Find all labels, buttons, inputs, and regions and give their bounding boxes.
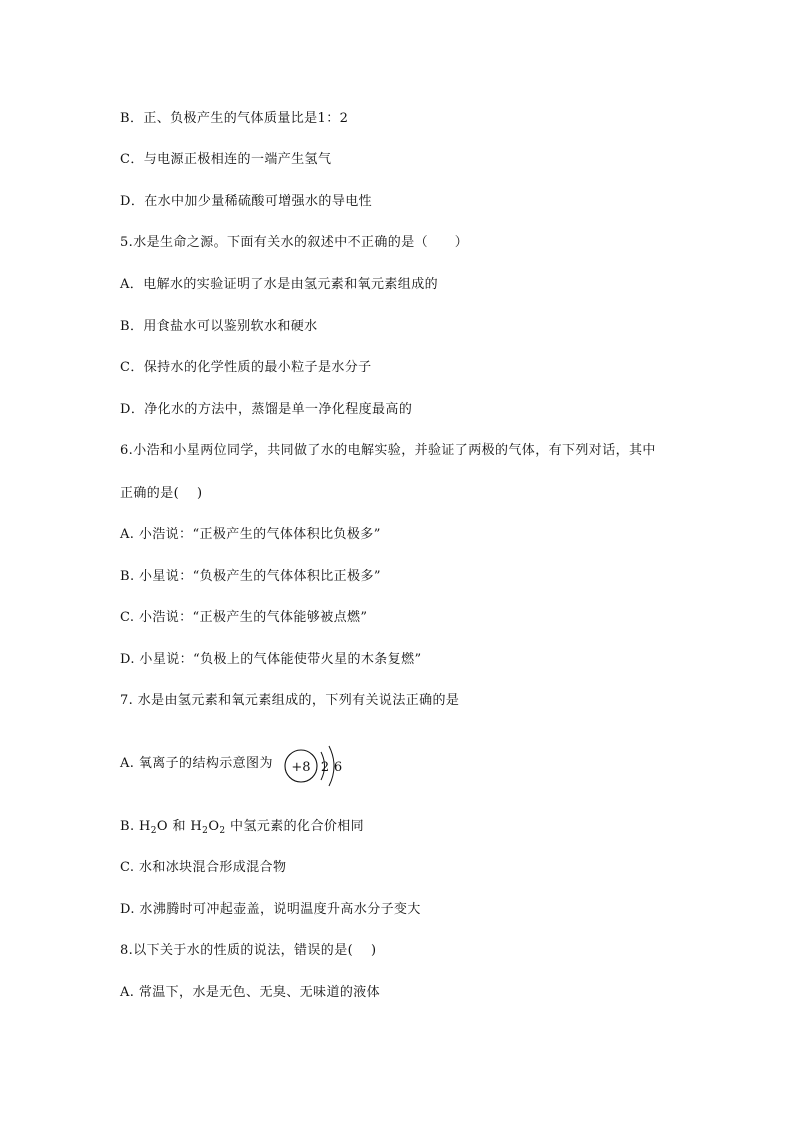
option-4c: C．与电源正极相连的一端产生氢气 — [120, 152, 332, 167]
option-5a: A．电解水的实验证明了水是由氢元素和氧元素组成的 — [120, 277, 438, 292]
option-7a: A. 氧离子的结构示意图为 — [120, 756, 273, 771]
question-8: 8.以下关于水的性质的说法，错误的是( ) — [120, 943, 377, 958]
option-8a: A. 常温下，水是无色、无臭、无味道的液体 — [120, 985, 381, 1000]
subscript: 2 — [202, 826, 209, 836]
option-7c: C. 水和冰块混合形成混合物 — [120, 860, 287, 875]
option-5c: C．保持水的化学性质的最小粒子是水分子 — [120, 360, 372, 375]
subscript: 2 — [219, 826, 226, 836]
option-6c: C. 小浩说：“正极产生的气体能够被点燃” — [120, 610, 368, 625]
option-7b-text-4: 中氢元素的化合价相同 — [225, 819, 365, 834]
option-6b: B. 小星说：“负极产生的气体体积比正极多” — [120, 569, 381, 584]
option-6d: D. 小星说：“负极上的气体能使带火星的木条复燃” — [120, 652, 422, 667]
nucleus-charge: +8 — [291, 760, 311, 775]
oxygen-ion-structure-diagram — [283, 742, 353, 790]
option-7b — [120, 818, 364, 840]
option-7b-text-3: O — [208, 819, 220, 834]
question-6-continued: 正确的是( ) — [120, 486, 203, 501]
inner-shell-electrons: 2 — [320, 760, 330, 775]
option-6a: A. 小浩说：“正极产生的气体体积比负极多” — [120, 527, 381, 542]
option-5d: D．净化水的方法中，蒸馏是单一净化程度最高的 — [120, 402, 413, 417]
option-7d: D. 水沸腾时可冲起壶盖，说明温度升高水分子变大 — [120, 902, 421, 917]
subscript: 2 — [150, 826, 157, 836]
option-7a-row — [120, 742, 380, 790]
option-4d: D．在水中加少量稀硫酸可增强水的导电性 — [120, 194, 373, 209]
outer-shell-electrons: 6 — [333, 760, 343, 775]
question-5: 5.水是生命之源。下面有关水的叙述中不正确的是（ ） — [120, 235, 469, 250]
option-5b: B．用食盐水可以鉴别软水和硬水 — [120, 319, 318, 334]
question-7: 7. 水是由氢元素和氧元素组成的，下列有关说法正确的是 — [120, 693, 460, 708]
option-7b-text-2: O 和 H — [156, 819, 203, 834]
question-6: 6.小浩和小星两位同学，共同做了水的电解实验，并验证了两极的气体，有下列对话，其中 — [120, 443, 656, 458]
option-4b: B．正、负极产生的气体质量比是1：2 — [120, 111, 349, 126]
option-7b-text-1: B. H — [120, 819, 151, 834]
